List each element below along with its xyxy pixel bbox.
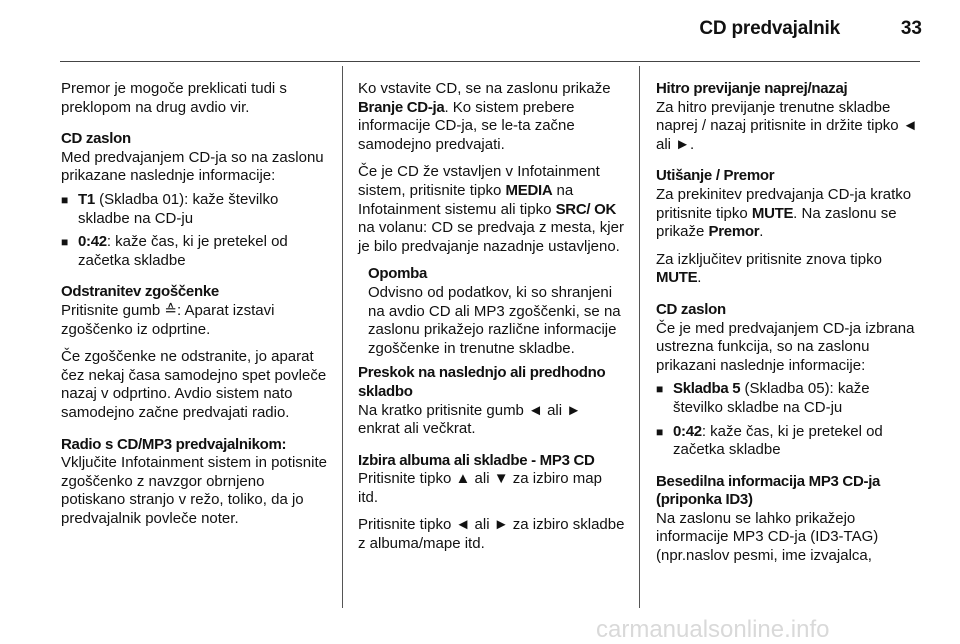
bullet-text: : kaže čas, ki je pretekel od začetka skladbe <box>673 422 883 459</box>
bullet-item <box>61 233 329 270</box>
column-3 <box>656 80 922 575</box>
page-number: 33 <box>900 18 922 39</box>
album-select-heading: Izbira albuma ali skladbe - MP3 CD <box>358 451 595 469</box>
skip-track-text: Na kratko pritisnite gumb ◄ ali ► enkrat ali večkrat. <box>358 401 582 438</box>
status-text-reading: Branje CD-ja <box>358 98 445 116</box>
column-divider-2 <box>639 66 640 608</box>
album-select-text: Pritisnite tipko ▲ ali ▼ za izbiro map itd. <box>358 470 602 506</box>
note-box <box>358 265 626 358</box>
bullet-text: : kaže čas, ki je pretekel od začetka skladbe <box>78 233 288 269</box>
bullet-item <box>656 380 922 417</box>
header-divider <box>60 61 920 62</box>
eject-heading: Odstranitev zgoščenke <box>61 283 219 301</box>
media-key-label: MEDIA <box>505 181 553 199</box>
cd-screen-heading: CD zaslon <box>61 130 131 148</box>
mute-key-label: MUTE <box>656 269 698 287</box>
bullet-key: Skladba 5 <box>673 380 741 398</box>
bullet-text: (Skladba 01): kaže številko skladbe na CD-ju <box>78 190 279 227</box>
bullet-text: (Skladba 05): kaže številko skladbe na CD-ju <box>673 380 870 416</box>
note-text: Odvisno od podatkov, ki so shranjeni na avdio CD ali MP3 zgoščenki, se na zaslonu prikažejo različne informacije zgoščenke in trenutne skladbe. <box>368 283 621 357</box>
radio-cd-text: Vključite Infotainment sistem in potisnite zgoščenko z navzgor obrnjeno potiskano stranjo v režo, toliko, da jo predvajalnik povleče noter. <box>61 454 327 527</box>
mute-key-label: MUTE <box>751 204 794 222</box>
cd-screen-text: Če je med predvajanjem CD-ja izbrana ustrezna funkcija, so na zaslonu prikazani naslednje informacije: <box>656 319 915 374</box>
track-select-text: Pritisnite tipko ◄ ali ► za izbiro skladbe z albuma/mape itd. <box>358 516 625 553</box>
page-header-title: CD predvajalnik <box>699 18 840 39</box>
fast-forward-heading: Hitro previjanje naprej/nazaj <box>656 80 848 97</box>
bullet-item <box>61 191 329 228</box>
column-1 <box>61 80 329 537</box>
radio-cd-heading: Radio s CD/MP3 predvajalnikom: <box>61 435 287 453</box>
id3-text: Na zaslonu se lahko prikažejo informacije MP3 CD-ja (ID3-TAG) (npr.naslov pesmi, ime izvajalca, <box>656 509 879 565</box>
watermark: carmanualsonline.info <box>596 616 830 643</box>
bullet-item <box>656 423 922 460</box>
column-divider-1 <box>342 66 343 608</box>
status-text-pause: Premor <box>708 223 760 241</box>
intro-paragraph: Premor je mogoče preklicati tudi s preklopom na drug avdio vir. <box>61 80 287 116</box>
bullet-key: T1 <box>78 190 95 208</box>
unmute-text: Za izključitev pritisnite znova tipko MUTE. <box>656 250 882 287</box>
eject-text: Pritisnite gumb ≙: Aparat izstavi zgoščenko iz odprtine. <box>61 301 275 338</box>
insert-cd-paragraph: Ko vstavite CD, se na zaslonu prikaže Branje CD-ja. Ko sistem prebere informacije CD-ja, se le-ta začne samodejno predvajati. <box>358 80 611 153</box>
skip-track-heading: Preskok na naslednjo ali predhodno skladbo <box>358 364 606 400</box>
bullet-square-icon: ■ <box>656 382 664 397</box>
bullet-square-icon: ■ <box>61 235 69 250</box>
cd-screen-text: Med predvajanjem CD-ja so na zaslonu prikazane naslednje informacije: <box>61 148 324 185</box>
mute-heading: Utišanje / Premor <box>656 167 775 185</box>
note-heading: Opomba <box>368 265 428 283</box>
id3-heading: Besedilna informacija MP3 CD-ja (priponka ID3) <box>656 472 881 509</box>
eject-auto-text: Če zgoščenke ne odstranite, jo aparat čez nekaj časa samodejno spet povleče nazaj v odprtino. Avdio sistem nato samodejno začne predvajati radio. <box>61 348 327 421</box>
bullet-key: 0:42 <box>78 233 107 251</box>
cd-screen-heading: CD zaslon <box>656 300 726 318</box>
bullet-key: 0:42 <box>673 422 702 440</box>
resume-paragraph: Če je CD že vstavljen v Infotainment sistem, pritisnite tipko MEDIA na Infotainment sistemu ali tipko SRC/ OK na volanu: CD se predvaja z mesta, kjer je bilo predvajanje nazadnje ustavljeno. <box>358 163 624 255</box>
bullet-square-icon: ■ <box>656 424 664 439</box>
column-2 <box>358 80 626 563</box>
mute-text: Za prekinitev predvajanja CD-ja kratko pritisnite tipko MUTE. Na zaslonu se prikaže Premor. <box>656 185 912 241</box>
bullet-square-icon: ■ <box>61 192 69 207</box>
fast-forward-text: Za hitro previjanje trenutne skladbe naprej / nazaj pritisnite in držite tipko ◄ ali ►. <box>656 98 918 153</box>
src-ok-key-label: SRC/ OK <box>555 200 616 218</box>
